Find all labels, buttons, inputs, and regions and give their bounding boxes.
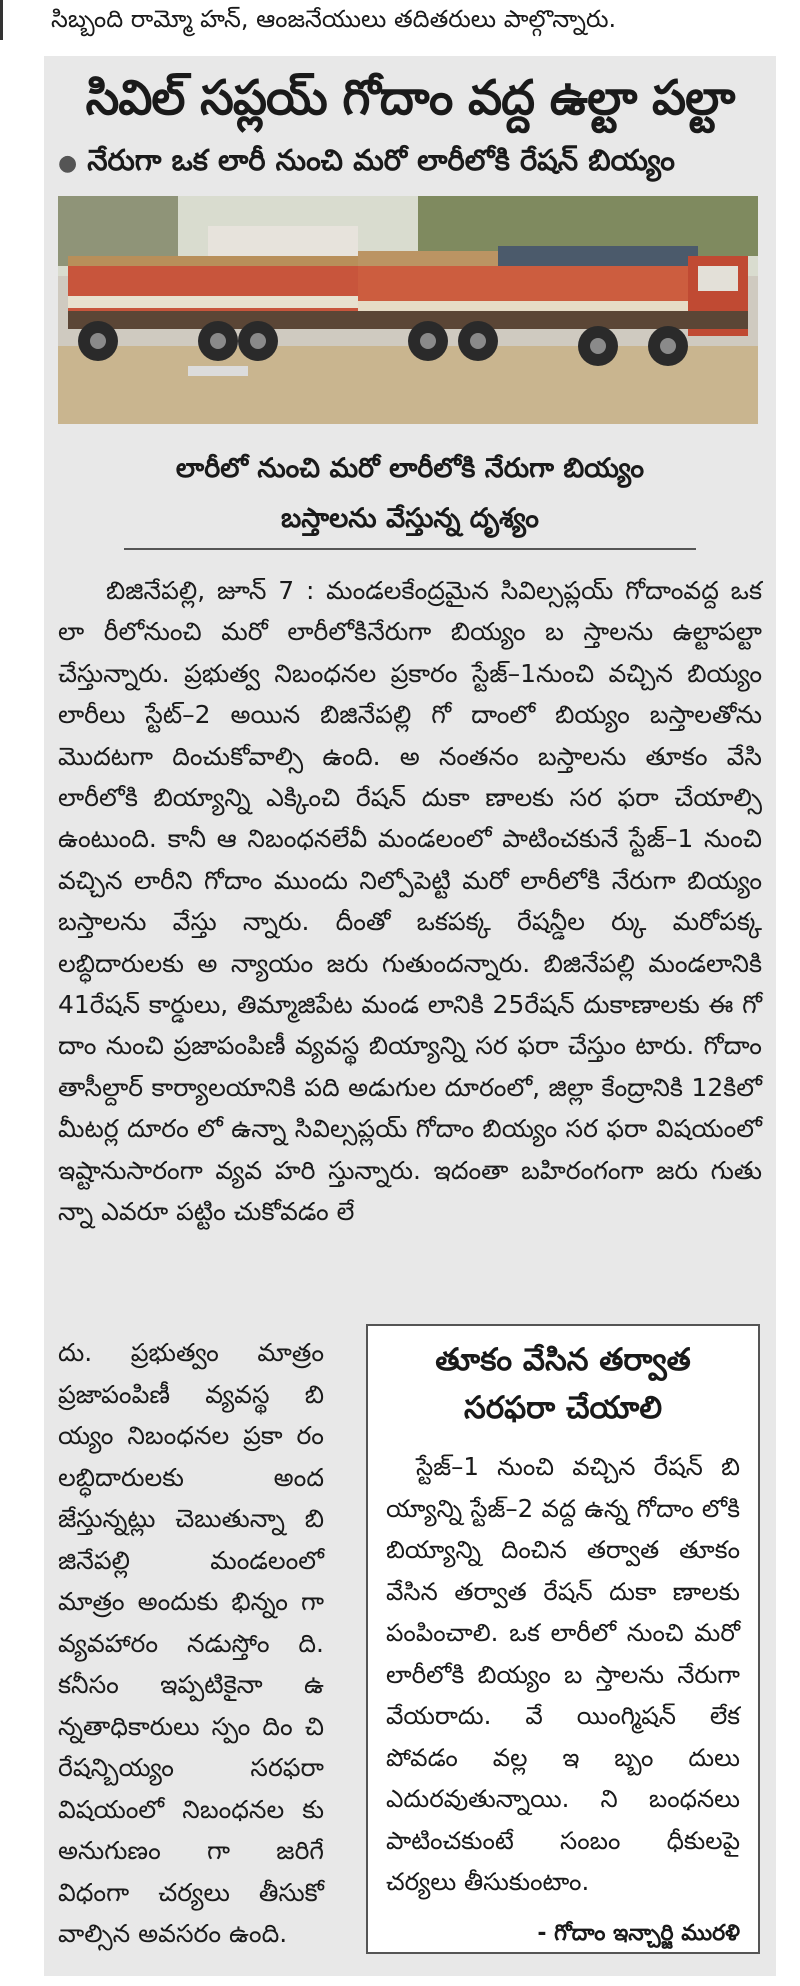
box-signature: - గోదాం ఇన్చార్జి మురళి — [537, 1920, 740, 1946]
news-article — [44, 56, 776, 1976]
trucks-photo — [58, 196, 758, 424]
box-title-line-2: సరఫరా చేయాలి — [463, 1390, 663, 1426]
body-paragraph: బిజినేపల్లి, జూన్ 7 : మండలకేంద్రమైన సివిల్సప్లయ్ గోదాంవద్ద ఒక లా రీలోనుంచి మరో లారీలోకినేరుగా బియ్యం బ స్తాలను ఉల్టాపల్టా చేస్తున్నారు. ప్రభుత్వ నిబంధనల ప్రకారం స్టేజ్–1నుంచి వచ్చిన బియ్యం లారీలు స్టేట్–2 అయిన బిజినేపల్లి గో దాంలో బియ్యం బస్తాలతోను మొదటగా దించుకోవాల్సి ఉంది. అ నంతనం బస్తాలను తూకం వేసి లారీలోకి బియ్యాన్ని ఎక్కించి రేషన్ దుకా ణాలకు సర ఫరా చేయాల్సి ఉంటుంది. కానీ ఆ నిబంధనలేవీ మండలంలో పాటించకునే స్టేజ్–1 నుంచి వచ్చిన లారీని గోదాం ముందు నిల్పోపెట్టి మరో లారీలోకి నేరుగా బియ్యం బస్తాలను వేస్తు న్నారు. దీంతో ఒకపక్క రేషన్డీల ర్కు మరోపక్క లబ్ధిదారులకు అ న్యాయం జరు గుతుందన్నారు. బిజినేపల్లి మండలానికి 41రేషన్ కార్డులు, తిమ్మాజిపేట మండ లానికి 25రేషన్ దుకాణాలకు ఈ గో దాం నుంచి ప్రజాపంపిణీ వ్యవస్థ బియ్యాన్ని సర ఫరా చేస్తుం టారు. గోదాం తాసీల్దార్ కార్యాలయానికి పది అడుగుల దూరంలో, జిల్లా కేంద్రానికి 12కిలో మీటర్ల దూరం లో ఉన్నా సివిల్సప్లయ్ గోదాం బియ్యం సర ఫరా విషయంలో ఇష్టానుసారంగా వ్యవ హరి స్తున్నారు. ఇదంతా బహిరంగంగా జరు గుతు న్నా ఎవరూ పట్టిం చుకోవడం లే — [58, 576, 762, 1227]
photo-caption — [124, 444, 696, 544]
body-continued-paragraph: దు. ప్రభుత్వం మాత్రం ప్రజాపంపిణీ వ్యవస్థ బి య్యం నిబంధనల ప్రకా రం లబ్ధిదారులకు అంద జేస్తున్నట్లు చెబుతున్నా బి జినేపల్లి మండలంలో మాత్రం అందుకు భిన్నం గా వ్యవహారం నడుస్తోం ది. కనీసం ఇప్పటికైనా ఉ న్నతాధికారులు స్పం దిం చి రేషన్బియ్యం సరఫరా విషయంలో నిబంధనల కు అనుగుణం గా జరిగే విధంగా చర్యలు తీసుకో వాల్సిన అవసరం ఉంది. — [58, 1338, 324, 1948]
caption-line-1: లారీలో నుంచి మరో లారీలోకి నేరుగా బియ్యం — [175, 453, 645, 484]
caption-divider — [124, 548, 696, 550]
box-body — [386, 1446, 740, 1903]
previous-article-tail — [0, 0, 800, 40]
box-title — [386, 1336, 740, 1432]
bullet-icon: ● — [58, 151, 78, 176]
article-body-continued — [58, 1332, 324, 1955]
caption-line-2: బస్తాలను వేస్తున్న దృశ్యం — [281, 503, 539, 534]
sidebar-quote-box — [366, 1324, 760, 1954]
article-photo — [58, 196, 758, 424]
box-title-line-1: తూకం వేసిన తర్వాత — [435, 1342, 691, 1378]
article-subhead — [44, 140, 776, 184]
previous-article-text: సిబ్బంది రామ్మో హన్, ఆంజనేయులు తదితరులు పాల్గొన్నారు. — [51, 5, 617, 33]
box-paragraph: స్టేజ్–1 నుంచి వచ్చిన రేషన్ బి య్యాన్ని స్టేజ్–2 వద్ద ఉన్న గోదాం లోకి బియ్యాన్ని దించిన తర్వాత తూకం వేసిన తర్వాత రేషన్ దుకా ణాలకు పంపించాలి. ఒక లారీలో నుంచి మరో లారీలోకి బియ్యం బ స్తాలను నేరుగా వేయరాదు. వే యింగ్మిషన్ లేక పోవడం వల్ల ఇ బ్బం దులు ఎదురవుతున్నాయి. ని బంధనలు పాటించకుంటే సంబం ధీకులపై చర్యలు తీసుకుంటాం. — [386, 1452, 740, 1896]
article-body — [58, 570, 762, 1233]
subhead-text: నేరుగా ఒక లారీ నుంచి మరో లారీలోకి రేషన్ బియ్యం — [87, 143, 675, 177]
article-headline: సివిల్ సప్లయ్ గోదాం వద్ద ఉల్టా పల్టా — [85, 70, 735, 126]
